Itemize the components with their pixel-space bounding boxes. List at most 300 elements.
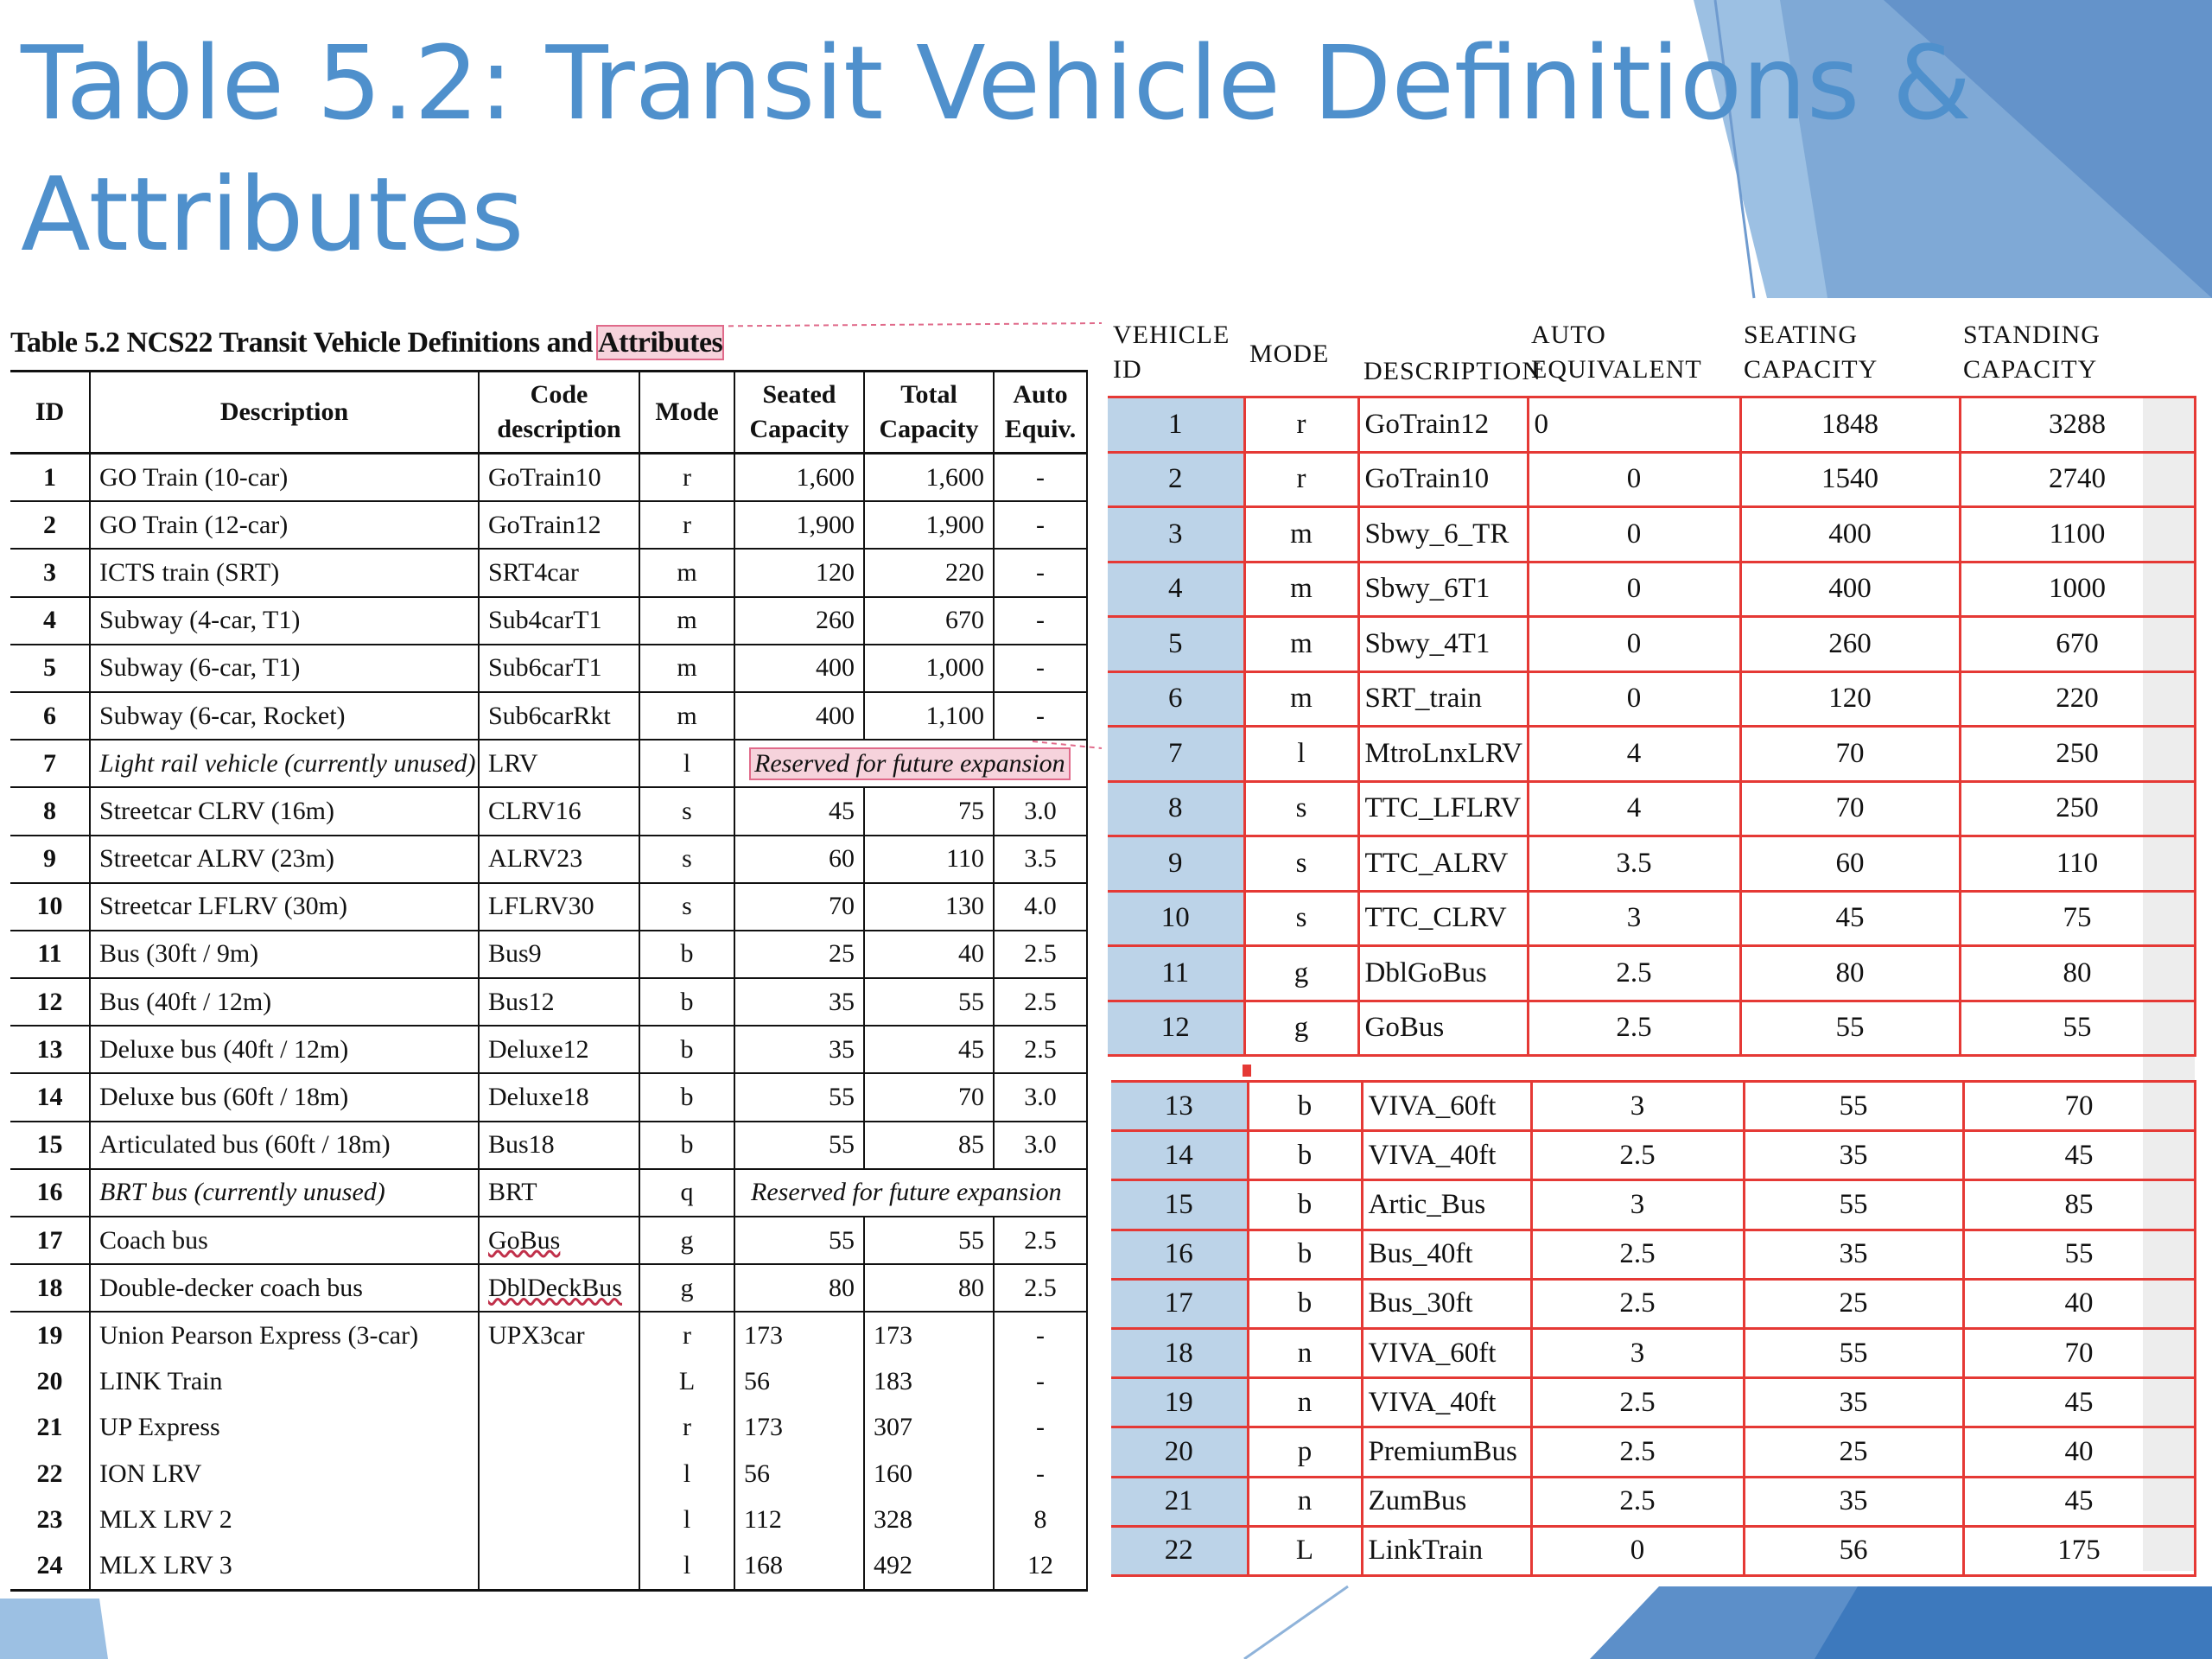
cell-description: MLX LRV 2 — [90, 1497, 479, 1542]
right-vehicle-table-bottom — [1111, 1080, 2196, 1577]
cell-standing-capacity: 85 — [1963, 1180, 2195, 1230]
cell-standing-capacity: 70 — [1963, 1328, 2195, 1377]
table-row — [1108, 397, 2195, 453]
cell-mode: n — [1248, 1477, 1362, 1526]
cell-description: GoBus — [1358, 1001, 1528, 1056]
cell-code: Deluxe12 — [479, 1026, 639, 1073]
cell-description: Coach bus — [90, 1217, 479, 1264]
cell-code: ALRV23 — [479, 836, 639, 883]
cell-vehicle-id: 2 — [1108, 452, 1244, 507]
cell-auto: 2.5 — [994, 931, 1087, 978]
cell-vehicle-id: 6 — [1108, 671, 1244, 727]
cell-id: 8 — [10, 787, 90, 835]
cell-description: Bus_40ft — [1362, 1230, 1531, 1279]
cell-auto-equivalent: 0 — [1528, 671, 1740, 727]
cell-code — [479, 1542, 639, 1590]
cell-description: Sbwy_4T1 — [1358, 617, 1528, 672]
cell-id: 5 — [10, 645, 90, 692]
cell-auto: - — [994, 549, 1087, 596]
cell-vehicle-id: 9 — [1108, 836, 1244, 892]
cell-description: DblGoBus — [1358, 946, 1528, 1001]
cell-auto-equivalent: 0 — [1528, 617, 1740, 672]
table-row — [1111, 1180, 2195, 1230]
table-row — [10, 787, 1087, 835]
table-row — [10, 501, 1087, 549]
table-row — [10, 1169, 1087, 1217]
cell-auto: 3.5 — [994, 836, 1087, 883]
cell-auto: - — [994, 692, 1087, 740]
cell-seating-capacity: 70 — [1740, 781, 1960, 836]
cell-auto: - — [994, 1451, 1087, 1497]
cell-mode: r — [639, 454, 734, 502]
cell-id: 7 — [10, 740, 90, 787]
cell-description: TTC_ALRV — [1358, 836, 1528, 892]
header-description: Description — [90, 372, 479, 454]
table-row — [1111, 1526, 2195, 1575]
cell-id: 16 — [10, 1169, 90, 1217]
cell-auto-equivalent: 3 — [1531, 1328, 1744, 1377]
cell-total: 130 — [864, 883, 994, 931]
cell-seating-capacity: 80 — [1740, 946, 1960, 1001]
cell-mode: s — [1244, 836, 1358, 892]
cell-standing-capacity: 40 — [1963, 1427, 2195, 1477]
cell-auto: - — [994, 1359, 1087, 1405]
cell-auto-equivalent: 2.5 — [1531, 1427, 1744, 1477]
cell-total: 173 — [864, 1312, 994, 1358]
cell-mode: s — [639, 883, 734, 931]
cell-total: 1,100 — [864, 692, 994, 740]
table-row — [1108, 562, 2195, 617]
cell-total: 670 — [864, 597, 994, 645]
cell-description: Subway (4-car, T1) — [90, 597, 479, 645]
cell-description: VIVA_40ft — [1362, 1131, 1531, 1180]
table-row — [10, 597, 1087, 645]
cell-mode: p — [1248, 1427, 1362, 1477]
cell-mode: m — [1244, 562, 1358, 617]
cell-description: Sbwy_6T1 — [1358, 562, 1528, 617]
cell-code — [479, 1451, 639, 1497]
cell-reserved — [734, 740, 1087, 787]
cell-vehicle-id: 19 — [1111, 1378, 1248, 1427]
right-vehicle-table-top — [1108, 396, 2196, 1057]
cell-seated: 168 — [734, 1542, 864, 1590]
cell-seated: 80 — [734, 1264, 864, 1312]
cell-code: DblDeckBus — [479, 1264, 639, 1312]
table-row — [10, 740, 1087, 787]
cell-standing-capacity: 75 — [1960, 891, 2195, 946]
cell-auto: - — [994, 501, 1087, 549]
cell-code: LRV — [479, 740, 639, 787]
cell-seated: 25 — [734, 931, 864, 978]
cell-auto-equivalent: 0 — [1531, 1526, 1744, 1575]
cell-seated: 260 — [734, 597, 864, 645]
cell-description: Union Pearson Express (3-car) — [90, 1312, 479, 1358]
cell-vehicle-id: 20 — [1111, 1427, 1248, 1477]
header-description: DESCRIPTION — [1363, 357, 1542, 385]
cell-standing-capacity: 70 — [1963, 1082, 2195, 1131]
cell-vehicle-id: 10 — [1108, 891, 1244, 946]
left-vehicle-table — [10, 370, 1088, 1592]
cell-seated: 70 — [734, 883, 864, 931]
cell-auto-equivalent: 4 — [1528, 727, 1740, 782]
cell-description: VIVA_60ft — [1362, 1082, 1531, 1131]
cell-seating-capacity: 55 — [1744, 1328, 1963, 1377]
cell-mode: s — [639, 836, 734, 883]
table-row — [1111, 1427, 2195, 1477]
cell-id: 10 — [10, 883, 90, 931]
header-auto-equiv: Auto Equiv. — [994, 372, 1087, 454]
cell-vehicle-id: 11 — [1108, 946, 1244, 1001]
cell-mode: g — [639, 1264, 734, 1312]
table-row — [1108, 946, 2195, 1001]
cell-id: 14 — [10, 1073, 90, 1121]
cell-total: 40 — [864, 931, 994, 978]
cell-code: GoBus — [479, 1217, 639, 1264]
cell-mode: m — [1244, 671, 1358, 727]
table-row — [1111, 1230, 2195, 1279]
table-row — [1108, 727, 2195, 782]
table-row — [10, 1542, 1087, 1590]
cell-id: 21 — [10, 1405, 90, 1451]
cell-description: ZumBus — [1362, 1477, 1531, 1526]
cell-id: 9 — [10, 836, 90, 883]
header-seating-capacity: SEATING CAPACITY — [1744, 321, 1878, 384]
right-table-header — [1108, 318, 2195, 396]
cell-vehicle-id: 5 — [1108, 617, 1244, 672]
table-row — [1108, 891, 2195, 946]
cell-description: Bus (30ft / 9m) — [90, 931, 479, 978]
table-row — [1111, 1328, 2195, 1377]
cell-total: 328 — [864, 1497, 994, 1542]
cell-auto: 3.0 — [994, 1122, 1087, 1169]
cell-description: Deluxe bus (60ft / 18m) — [90, 1073, 479, 1121]
table-row — [10, 1405, 1087, 1451]
cell-total: 45 — [864, 1026, 994, 1073]
cell-mode: b — [1248, 1180, 1362, 1230]
cell-mode: s — [1244, 891, 1358, 946]
table-row — [10, 978, 1087, 1026]
cell-code: Sub4carT1 — [479, 597, 639, 645]
cell-total: 55 — [864, 978, 994, 1026]
cell-auto: 3.0 — [994, 787, 1087, 835]
caption-text: Table 5.2 NCS22 Transit Vehicle Definitions and — [10, 327, 599, 359]
header-standing-capacity: STANDING CAPACITY — [1963, 321, 2101, 384]
table-row — [10, 454, 1087, 502]
cell-id: 22 — [10, 1451, 90, 1497]
cell-standing-capacity: 55 — [1963, 1230, 2195, 1279]
cell-description: TTC_CLRV — [1358, 891, 1528, 946]
cell-code: UPX3car — [479, 1312, 639, 1358]
header-code-description: Code description — [479, 372, 639, 454]
table-row — [10, 645, 1087, 692]
cell-id: 13 — [10, 1026, 90, 1073]
cell-description: TTC_LFLRV — [1358, 781, 1528, 836]
slide-title: Table 5.2: Transit Vehicle Definitions & Attributes — [21, 23, 1972, 274]
cell-description: UP Express — [90, 1405, 479, 1451]
cell-total: 1,000 — [864, 645, 994, 692]
cell-mode: m — [639, 597, 734, 645]
cell-seated: 120 — [734, 549, 864, 596]
cell-auto: 12 — [994, 1542, 1087, 1590]
cell-description: MtroLnxLRV — [1358, 727, 1528, 782]
cell-code: Deluxe18 — [479, 1073, 639, 1121]
cell-auto: 2.5 — [994, 1026, 1087, 1073]
cell-standing-capacity: 40 — [1963, 1279, 2195, 1328]
cell-auto-equivalent: 3 — [1531, 1082, 1744, 1131]
reserved-note: Reserved for future expansion — [751, 749, 1069, 779]
cell-id: 2 — [10, 501, 90, 549]
cell-total: 55 — [864, 1217, 994, 1264]
cell-vehicle-id: 14 — [1111, 1131, 1248, 1180]
cell-auto: 4.0 — [994, 883, 1087, 931]
cell-vehicle-id: 1 — [1108, 397, 1244, 453]
cell-code: CLRV16 — [479, 787, 639, 835]
cell-id: 18 — [10, 1264, 90, 1312]
cell-seated: 45 — [734, 787, 864, 835]
cell-seated: 60 — [734, 836, 864, 883]
cell-description: Sbwy_6_TR — [1358, 507, 1528, 563]
cell-standing-capacity: 45 — [1963, 1131, 2195, 1180]
cell-id: 17 — [10, 1217, 90, 1264]
cell-seating-capacity: 25 — [1744, 1279, 1963, 1328]
cell-seating-capacity: 25 — [1744, 1427, 1963, 1477]
cell-description: GO Train (10-car) — [90, 454, 479, 502]
table-row — [10, 1122, 1087, 1169]
table-row — [1108, 1001, 2195, 1056]
cell-mode: r — [639, 1405, 734, 1451]
cell-auto-equivalent: 0 — [1528, 562, 1740, 617]
table-row — [10, 1497, 1087, 1542]
cell-description: ICTS train (SRT) — [90, 549, 479, 596]
cell-code: SRT4car — [479, 549, 639, 596]
cell-auto-equivalent: 3 — [1531, 1180, 1744, 1230]
cell-total: 492 — [864, 1542, 994, 1590]
table-row — [1111, 1131, 2195, 1180]
cell-mode: r — [639, 1312, 734, 1358]
cell-mode: b — [639, 1122, 734, 1169]
cell-auto: 3.0 — [994, 1073, 1087, 1121]
table-row — [1108, 452, 2195, 507]
cell-code: Bus9 — [479, 931, 639, 978]
cell-seated: 400 — [734, 645, 864, 692]
cell-description: GO Train (12-car) — [90, 501, 479, 549]
cell-vehicle-id: 4 — [1108, 562, 1244, 617]
cell-auto: 8 — [994, 1497, 1087, 1542]
cell-seating-capacity: 60 — [1740, 836, 1960, 892]
cell-auto-equivalent: 2.5 — [1531, 1230, 1744, 1279]
cell-code: LFLRV30 — [479, 883, 639, 931]
cell-total: 85 — [864, 1122, 994, 1169]
cell-code: BRT — [479, 1169, 639, 1217]
cell-auto-equivalent: 2.5 — [1528, 946, 1740, 1001]
table-row — [1111, 1477, 2195, 1526]
cell-total: 160 — [864, 1451, 994, 1497]
cell-id: 15 — [10, 1122, 90, 1169]
cell-total: 1,600 — [864, 454, 994, 502]
cell-mode: m — [639, 692, 734, 740]
table-row — [10, 549, 1087, 596]
cell-code — [479, 1405, 639, 1451]
cell-standing-capacity: 1000 — [1960, 562, 2195, 617]
cell-seating-capacity: 1540 — [1740, 452, 1960, 507]
cell-description: Double-decker coach bus — [90, 1264, 479, 1312]
cell-standing-capacity: 3288 — [1960, 397, 2195, 453]
cell-mode: s — [639, 787, 734, 835]
cell-mode: b — [639, 1026, 734, 1073]
cell-description: ION LRV — [90, 1451, 479, 1497]
cell-auto-equivalent: 0 — [1528, 397, 1740, 453]
cell-id: 1 — [10, 454, 90, 502]
cell-seating-capacity: 400 — [1740, 562, 1960, 617]
cell-vehicle-id: 17 — [1111, 1279, 1248, 1328]
cell-description: SRT_train — [1358, 671, 1528, 727]
cell-standing-capacity: 670 — [1960, 617, 2195, 672]
table-row — [1108, 836, 2195, 892]
cell-seating-capacity: 1848 — [1740, 397, 1960, 453]
cell-total: 183 — [864, 1359, 994, 1405]
cell-description: Bus (40ft / 12m) — [90, 978, 479, 1026]
cell-auto: - — [994, 1312, 1087, 1358]
red-marker — [1243, 1065, 1251, 1077]
cell-id: 19 — [10, 1312, 90, 1358]
cell-standing-capacity: 2740 — [1960, 452, 2195, 507]
table-row — [10, 1026, 1087, 1073]
cell-mode: m — [1244, 617, 1358, 672]
cell-seated: 55 — [734, 1073, 864, 1121]
cell-standing-capacity: 175 — [1963, 1526, 2195, 1575]
cell-seated: 112 — [734, 1497, 864, 1542]
cell-standing-capacity: 220 — [1960, 671, 2195, 727]
table-row — [1111, 1082, 2195, 1131]
header-mode: Mode — [639, 372, 734, 454]
cell-mode: L — [1248, 1526, 1362, 1575]
cell-auto-equivalent: 0 — [1528, 452, 1740, 507]
cell-seated: 56 — [734, 1451, 864, 1497]
cell-seated: 35 — [734, 1026, 864, 1073]
cell-standing-capacity: 1100 — [1960, 507, 2195, 563]
table-row — [10, 883, 1087, 931]
cell-id: 12 — [10, 978, 90, 1026]
cell-standing-capacity: 80 — [1960, 946, 2195, 1001]
cell-description: Streetcar CLRV (16m) — [90, 787, 479, 835]
cell-seating-capacity: 35 — [1744, 1378, 1963, 1427]
header-seated-capacity: Seated Capacity — [734, 372, 864, 454]
table-row — [1111, 1279, 2195, 1328]
cell-description: Artic_Bus — [1362, 1180, 1531, 1230]
cell-seating-capacity: 35 — [1744, 1131, 1963, 1180]
cell-seating-capacity: 260 — [1740, 617, 1960, 672]
cell-mode: q — [639, 1169, 734, 1217]
table-row — [10, 1264, 1087, 1312]
table-row — [10, 1073, 1087, 1121]
cell-seated: 55 — [734, 1122, 864, 1169]
table-row — [10, 692, 1087, 740]
cell-description: BRT bus (currently unused) — [90, 1169, 479, 1217]
cell-auto-equivalent: 4 — [1528, 781, 1740, 836]
table-row — [1108, 617, 2195, 672]
cell-mode: b — [639, 978, 734, 1026]
table-row — [1111, 1378, 2195, 1427]
cell-mode: r — [639, 501, 734, 549]
header-id: ID — [10, 372, 90, 454]
cell-seating-capacity: 120 — [1740, 671, 1960, 727]
cell-auto-equivalent: 2.5 — [1531, 1279, 1744, 1328]
cell-seating-capacity: 35 — [1744, 1230, 1963, 1279]
cell-description: Light rail vehicle (currently unused) — [90, 740, 479, 787]
cell-mode: r — [1244, 452, 1358, 507]
cell-mode: m — [639, 645, 734, 692]
cell-mode: n — [1248, 1378, 1362, 1427]
table-row — [10, 1451, 1087, 1497]
cell-description: GoTrain12 — [1358, 397, 1528, 453]
reserved-note: Reserved for future expansion — [751, 1178, 1062, 1207]
cell-id: 20 — [10, 1359, 90, 1405]
cell-seated: 35 — [734, 978, 864, 1026]
cell-seating-capacity: 55 — [1744, 1180, 1963, 1230]
cell-auto-equivalent: 2.5 — [1531, 1131, 1744, 1180]
cell-total: 70 — [864, 1073, 994, 1121]
cell-mode: l — [639, 1542, 734, 1590]
cell-seated: 1,900 — [734, 501, 864, 549]
cell-description: Streetcar ALRV (23m) — [90, 836, 479, 883]
header-total-capacity: Total Capacity — [864, 372, 994, 454]
left-table-caption — [10, 327, 722, 359]
cell-description: MLX LRV 3 — [90, 1542, 479, 1590]
header-auto-equivalent: AUTO EQUIVALENT — [1531, 321, 1702, 384]
cell-vehicle-id: 21 — [1111, 1477, 1248, 1526]
cell-mode: l — [639, 1451, 734, 1497]
cell-mode: s — [1244, 781, 1358, 836]
cell-description: LinkTrain — [1362, 1526, 1531, 1575]
cell-mode: m — [639, 549, 734, 596]
cell-auto: 2.5 — [994, 978, 1087, 1026]
table-row — [10, 931, 1087, 978]
cell-description: VIVA_40ft — [1362, 1378, 1531, 1427]
cell-total: 220 — [864, 549, 994, 596]
cell-code: Sub6carRkt — [479, 692, 639, 740]
table-row — [1108, 507, 2195, 563]
cell-standing-capacity: 110 — [1960, 836, 2195, 892]
cell-mode: b — [1248, 1279, 1362, 1328]
table-row — [1108, 781, 2195, 836]
cell-mode: r — [1244, 397, 1358, 453]
cell-code: Bus18 — [479, 1122, 639, 1169]
cell-vehicle-id: 13 — [1111, 1082, 1248, 1131]
cell-auto-equivalent: 2.5 — [1528, 1001, 1740, 1056]
cell-auto: - — [994, 1405, 1087, 1451]
cell-code — [479, 1497, 639, 1542]
cell-standing-capacity: 45 — [1963, 1477, 2195, 1526]
cell-id: 6 — [10, 692, 90, 740]
table-row — [10, 1312, 1087, 1358]
cell-reserved — [734, 1169, 1087, 1217]
cell-mode: b — [639, 1073, 734, 1121]
cell-mode: l — [639, 1497, 734, 1542]
cell-mode: b — [1248, 1230, 1362, 1279]
cell-mode: b — [1248, 1082, 1362, 1131]
cell-vehicle-id: 8 — [1108, 781, 1244, 836]
cell-seated: 55 — [734, 1217, 864, 1264]
cell-code: GoTrain12 — [479, 501, 639, 549]
cell-standing-capacity: 45 — [1963, 1378, 2195, 1427]
cell-vehicle-id: 7 — [1108, 727, 1244, 782]
cell-seating-capacity: 45 — [1740, 891, 1960, 946]
cell-seating-capacity: 56 — [1744, 1526, 1963, 1575]
cell-seated: 173 — [734, 1312, 864, 1358]
cell-vehicle-id: 18 — [1111, 1328, 1248, 1377]
cell-code — [479, 1359, 639, 1405]
cell-auto-equivalent: 3.5 — [1528, 836, 1740, 892]
